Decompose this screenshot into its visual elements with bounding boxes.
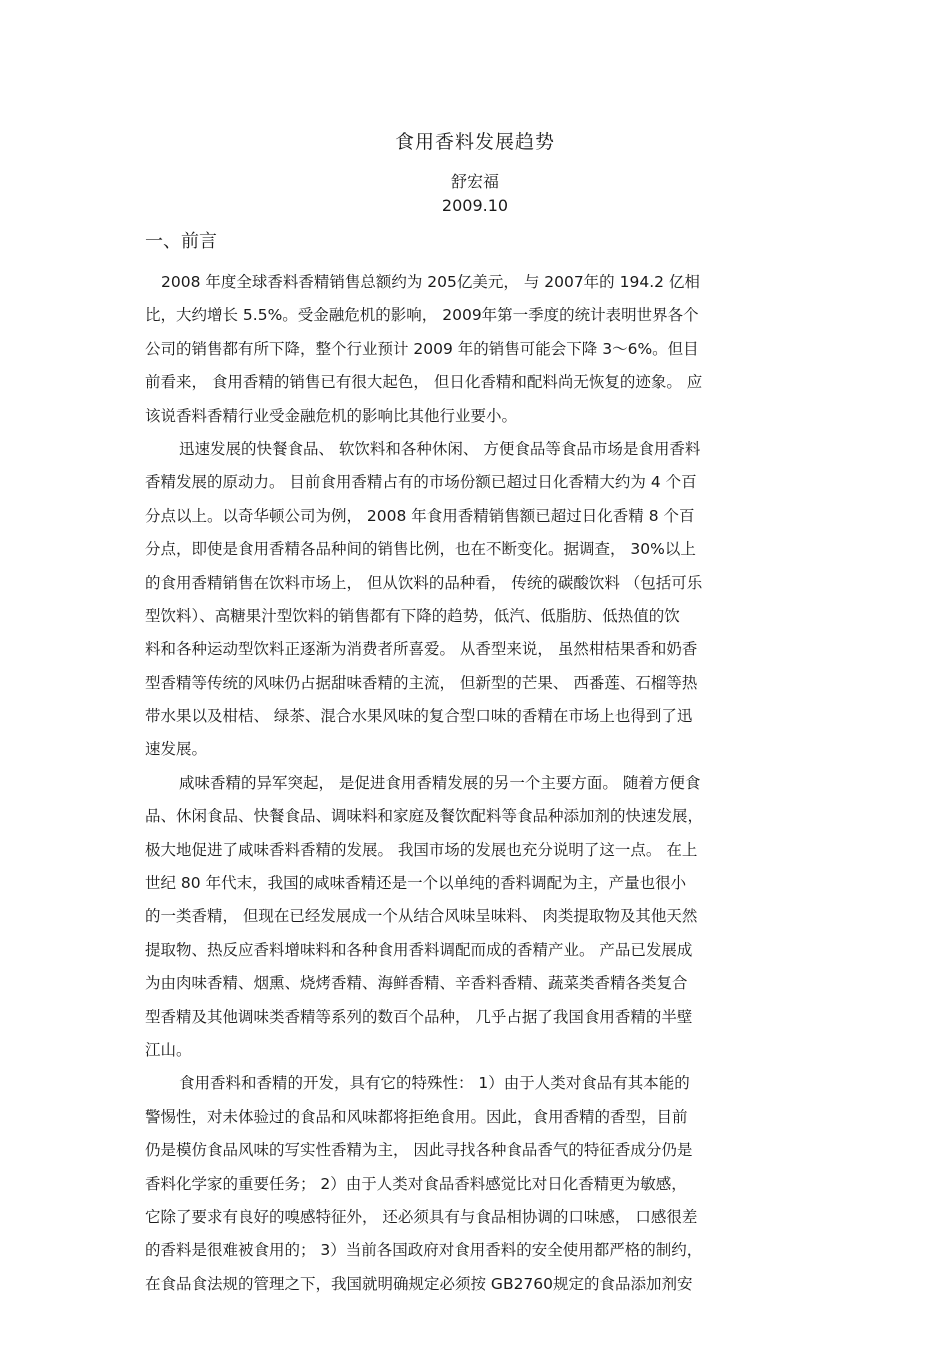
text-line: 前看来， 食用香精的销售已有很大起色， 但日化香精和配料尚无恢复的迹象。 应	[145, 373, 703, 392]
text-line: 型香精及其他调味类香精等系列的数百个品种， 几乎占据了我国食用香精的半壁	[145, 1007, 693, 1026]
document-author: 舒宏福	[450, 172, 499, 191]
text-line: 极大地促进了咸味香料香精的发展。 我国市场的发展也充分说明了这一点。 在上	[145, 840, 698, 859]
text-line: 世纪 80 年代末，我国的咸味香精还是一个以单纯的香料调配为主，产量也很小	[145, 874, 687, 893]
section-heading: 一、前言	[145, 231, 217, 252]
text-line: 型饮料）、高糖果汁型饮料的销售都有下降的趋势，低汽、低脂肪、低热值的饮	[145, 606, 680, 625]
document-title: 食用香料发展趋势	[394, 131, 555, 153]
text-line: 的香料是很难被食用的； 3）当前各国政府对食用香料的安全使用都严格的制约，	[145, 1241, 703, 1260]
text-line: 料和各种运动型饮料正逐渐为消费者所喜爱。 从香型来说， 虽然柑桔果香和奶香	[145, 640, 698, 659]
text-line: 咸味香精的异军突起， 是促进食用香精发展的另一个主要方面。 随着方便食	[179, 773, 701, 792]
text-line: 食用香料和香精的开发，具有它的特殊性： 1）由于人类对食品有其本能的	[179, 1074, 690, 1093]
text-line: 分点，即使是食用香精各品种间的销售比例，也在不断变化。据调查， 30%以上	[145, 540, 696, 559]
text-line: 分点以上。以奇华顿公司为例， 2008 年食用香精销售额已超过日化香精 8 个百	[145, 506, 695, 525]
text-line: 仍是模仿食品风味的写实性香精为主， 因此寻找各种食品香气的特征香成分仍是	[145, 1141, 693, 1160]
text-line: 比，大约增长 5.5%。受金融危机的影响， 2009年第一季度的统计表明世界各个	[145, 306, 699, 325]
text-line: 公司的销售都有所下降，整个行业预计 2009 年的销售可能会下降 3～6%。但目	[145, 339, 699, 358]
text-line: 的一类香精， 但现在已经发展成一个从结合风味呈味料、 肉类提取物及其他天然	[145, 907, 698, 926]
text-line: 的食用香精销售在饮料市场上， 但从饮料的品种看， 传统的碳酸饮料 （包括可乐	[145, 573, 703, 592]
text-line: 该说香料香精行业受金融危机的影响比其他行业要小。	[145, 406, 518, 425]
text-line: 速发展。	[145, 740, 208, 759]
text-line: 品、休闲食品、快餐食品、调味料和家庭及餐饮配料等食品种添加剂的快速发展，	[145, 807, 704, 826]
text-line: 在食品食法规的管理之下，我国就明确规定必须按 GB2760规定的食品添加剂安	[145, 1274, 693, 1293]
text-line: 警惕性，对未体验过的食品和风味都将拒绝食用。因此，食用香精的香型，目前	[145, 1107, 688, 1126]
text-line: 江山。	[145, 1040, 192, 1059]
text-line: 提取物、热反应香料增味料和各种食用香料调配而成的香精产业。 产品已发展成	[145, 940, 693, 959]
text-line: 型香精等传统的风味仍占据甜味香精的主流， 但新型的芒果、 西番莲、石榴等热	[145, 673, 698, 692]
body-text	[145, 266, 810, 1301]
text-line: 香料化学家的重要任务； 2）由于人类对食品香料感觉比对日化香精更为敏感，	[145, 1174, 687, 1193]
document-date: 2009.10	[441, 196, 509, 215]
text-line: 香精发展的原动力。 目前食用香精占有的市场份额已超过日化香精大约为 4 个百	[145, 473, 697, 492]
text-line: 迅速发展的快餐食品、 软饮料和各种休闲、 方便食品等食品市场是食用香料	[179, 439, 701, 458]
text-line: 2008 年度全球香料香精销售总额约为 205亿美元， 与 2007年的 194.2 亿相	[161, 273, 700, 291]
text-line: 带水果以及柑桔、 绿茶、混合水果风味的复合型口味的香精在市场上也得到了迅	[145, 707, 693, 726]
text-line: 它除了要求有良好的嗅感特征外， 还必须具有与食品相协调的口味感， 口感很差	[145, 1207, 698, 1226]
text-line: 为由肉味香精、烟熏、烧烤香精、海鲜香精、辛香料香精、蔬菜类香精各类复合	[145, 974, 688, 993]
